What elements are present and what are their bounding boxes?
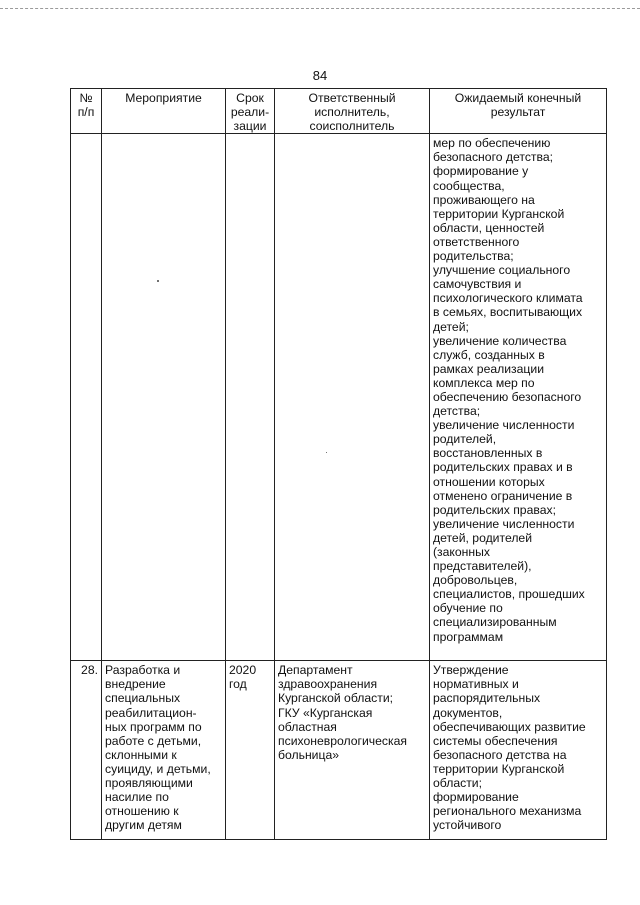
cell-text-line: территории Курганской [433, 761, 565, 776]
cell-text-line: территории Курганской [433, 206, 565, 221]
cell-text-line: представителей), [433, 559, 532, 574]
cell-text-line: областная [278, 719, 337, 734]
cell-text-line: отменено ограничение в [433, 488, 573, 503]
cell-text-line: детей, родителей [433, 530, 533, 545]
cell-text-line: формирование у [433, 164, 529, 179]
cell-text-line: суициду, и детьми, [105, 761, 211, 776]
page-number: 84 [312, 68, 328, 83]
cell-text-line: устойчивого [433, 818, 502, 833]
cell-text-line: сообщества, [433, 178, 505, 193]
cell-text-line: служб, созданных в [433, 347, 545, 362]
cell-text-line: родителей, [433, 432, 497, 447]
cell-text-line: безопасного детства на [433, 747, 567, 762]
header-line: Срок [236, 91, 264, 105]
measures-table [70, 88, 607, 840]
cell-text-line: склонными к [105, 747, 177, 762]
cell-text-line: специалистов, прошедших [433, 587, 585, 602]
cell-text-line: увеличение количества [433, 333, 567, 348]
cell-activity [102, 661, 226, 840]
header-line: Мероприятие [125, 91, 202, 105]
cell-text-line: родительских правах; [433, 502, 556, 517]
header-result [430, 89, 607, 134]
cell-text-line: добровольцев, [433, 573, 518, 588]
cell-text-line: обеспечивающих развитие [433, 719, 586, 734]
cell-text-line: улучшение социального [433, 263, 571, 278]
cell-text-line: (законных [433, 545, 490, 559]
cell-text-line: обеспечению безопасного [433, 389, 582, 404]
scan-artifact-line [0, 8, 640, 9]
cell-text-line: здравоохранения [278, 677, 378, 692]
cell-term [226, 134, 275, 661]
cell-text-line: специализированным [433, 615, 557, 630]
cell-text-line: области, ценностей [433, 220, 545, 235]
table-row-continued [71, 134, 607, 661]
cell-text-line: Департамент [278, 663, 353, 678]
cell-responsible [275, 134, 430, 661]
cell-text-line: увеличение численности [433, 516, 575, 531]
cell-text-line: в семьях, воспитывающих [433, 305, 583, 320]
cell-text-line: рамках реализации [433, 361, 545, 376]
cell-text-line: специальных [105, 691, 181, 706]
cell-text-line: формирование [433, 790, 519, 805]
cell-activity [102, 134, 226, 661]
header-line: соисполнитель [309, 119, 395, 134]
cell-text-line: области; [433, 776, 482, 791]
cell-text-line: документов, [433, 705, 503, 720]
table-header-row [71, 89, 607, 134]
header-term [226, 89, 275, 134]
header-line: Ответственный [308, 91, 396, 105]
cell-number [71, 134, 102, 661]
cell-number: 28. [71, 661, 102, 840]
scan-speck [157, 280, 159, 282]
cell-text-line: внедрение [105, 677, 166, 692]
cell-text-line: регионального механизма [433, 804, 582, 819]
cell-text-line: Разработка и [105, 663, 181, 678]
cell-text-line: нормативных и [433, 677, 519, 692]
cell-text-line: психоневрологическая [278, 733, 407, 748]
scan-speck [326, 452, 327, 453]
cell-text-line: другим детям [105, 818, 182, 833]
cell-text-line: ответственного [433, 234, 520, 249]
cell-text-line: детства; [433, 404, 481, 419]
cell-text-line: родительских правах и в [433, 460, 573, 475]
cell-text-line: психологического климата [433, 291, 583, 306]
cell-text-line: мер по обеспечению [433, 136, 551, 151]
cell-text-line: программам [433, 629, 504, 644]
cell-text-line: ГКУ «Курганская [278, 705, 373, 720]
header-line: результат [490, 105, 546, 120]
header-responsible [275, 89, 430, 134]
cell-result [430, 661, 607, 840]
cell-text-line: родительства; [433, 249, 514, 264]
cell-text-line: распорядительных [433, 691, 541, 706]
cell-text-line: системы обеспечения [433, 733, 558, 748]
cell-responsible [275, 661, 430, 840]
cell-text-line: 2020 [229, 663, 257, 678]
cell-text-line: обучение по [433, 601, 503, 616]
cell-text-line: увеличение численности [433, 418, 575, 433]
cell-text-line: работе с детьми, [105, 733, 202, 748]
cell-text-line: отношении которых [433, 474, 545, 489]
table-row-28 [71, 661, 607, 840]
header-line: № [79, 91, 93, 105]
cell-text-line: восстановленных в [433, 446, 543, 461]
header-activity [102, 89, 226, 134]
cell-result [430, 134, 607, 661]
cell-text-line: реабилитацион- [105, 705, 197, 720]
header-line: Ожидаемый конечный [454, 91, 582, 105]
cell-text-line: комплекса мер по [433, 375, 535, 390]
cell-text-line: насилие по [105, 790, 169, 805]
cell-text-line: проживающего на [433, 192, 535, 207]
cell-text-line: больница» [278, 747, 340, 762]
cell-text-line: проявляющими [105, 776, 193, 791]
cell-text-line: ных программ по [105, 719, 202, 734]
cell-text-line: детей; [433, 319, 469, 334]
cell-text-line: самочувствия и [433, 277, 522, 292]
cell-text-line: год [229, 677, 247, 692]
header-line: исполнитель, [314, 105, 390, 120]
header-line: зации [233, 119, 267, 134]
cell-text-line: безопасного детства; [433, 150, 554, 165]
header-line: п/п [77, 105, 95, 120]
cell-text-line: отношению к [105, 804, 179, 819]
cell-term [226, 661, 275, 840]
header-line: реали- [230, 105, 270, 120]
header-number [71, 89, 102, 134]
cell-text-line: Курганской области; [278, 691, 394, 706]
cell-text-line: Утверждение [433, 663, 509, 678]
